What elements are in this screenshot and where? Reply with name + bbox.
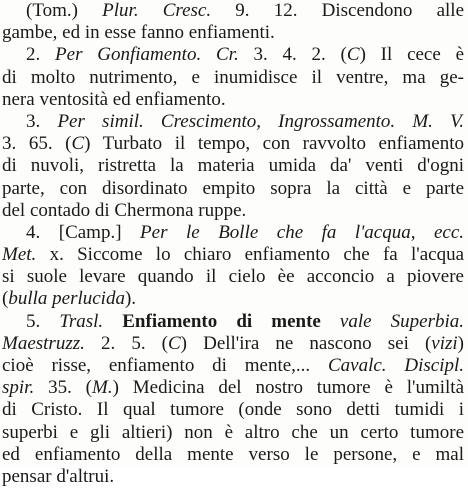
text-line — [2, 200, 464, 222]
text-segment: ) Dell'ira ne nascono sei ( — [180, 332, 432, 354]
text-segment: Trasl. — [59, 310, 104, 332]
text-segment: superbi e gli altieri) non è altro che un certo tumore — [2, 421, 464, 443]
text-segment: di Cristo. Il qual tumore (onde sono detti tumidi i — [2, 399, 464, 421]
text-segment: Cavalc. Discipl. — [327, 355, 464, 376]
text-segment: ) — [457, 332, 464, 354]
text-segment: ). — [124, 288, 137, 310]
text-segment: gambe, ed in esse fanno enfiamenti. — [2, 22, 275, 44]
text-segment: 3. — [26, 110, 58, 132]
text-line — [2, 111, 464, 133]
text-segment: 4. [Camp.] — [26, 221, 141, 243]
text-segment: di molto nutrimento, e inumidisce il ventre, ma ge- — [2, 66, 464, 88]
text-segment: Per simil. Crescimento, Ingrossamento. M. V. — [57, 110, 464, 132]
text-line — [2, 222, 464, 244]
text-line — [2, 178, 464, 200]
text-segment: 9. 12. Discendono alle — [211, 0, 464, 21]
text-segment: ed enfiamento della mente verso le persone, e mal — [2, 443, 464, 465]
text-segment: del contado di Chermona ruppe. — [2, 199, 247, 221]
text-segment: vizi — [431, 332, 458, 354]
text-segment: (Tom.) — [26, 0, 103, 21]
text-segment: x. Siccome lo chiaro enfiamento che fa l'acqua — [36, 244, 464, 266]
text-segment: vale Superbia. — [339, 310, 464, 332]
text-line — [2, 22, 464, 44]
text-segment: 3. 4. 2. ( — [238, 44, 347, 66]
text-segment: Plur. Cresc. — [102, 0, 212, 21]
text-line — [2, 355, 464, 377]
text-segment: cioè risse, enfiamento di mente,... — [2, 355, 328, 376]
text-line — [2, 133, 464, 155]
text-line — [2, 67, 464, 89]
text-segment: 2. 5. ( — [84, 332, 168, 354]
text-line — [2, 333, 464, 355]
text-line — [2, 377, 464, 399]
text-line — [2, 44, 464, 66]
text-line — [2, 89, 464, 111]
text-segment: ) Medicina del nostro tumore è l'umiltà — [112, 377, 464, 399]
text-segment: 35. ( — [34, 377, 93, 399]
text-segment: si suole levare quando il cielo èe acconcio a piovere — [2, 266, 464, 288]
dictionary-entry-text — [2, 0, 464, 488]
text-segment: Enfiamento di mente — [103, 310, 340, 332]
text-segment: pensar d'altrui. — [2, 465, 115, 487]
text-line — [2, 0, 464, 22]
text-segment: 3. 65. ( — [2, 133, 72, 155]
text-segment: C — [167, 332, 181, 354]
text-line — [2, 466, 464, 488]
text-segment: 2. — [26, 44, 56, 66]
text-segment: nera ventosità ed enfiamento. — [2, 88, 226, 110]
text-line — [2, 288, 464, 310]
text-segment: bulla perlucida — [8, 288, 125, 310]
text-segment: C — [346, 44, 360, 66]
text-segment: Met. — [2, 244, 37, 266]
text-segment: Maestruzz. — [2, 332, 85, 354]
text-segment: ( — [2, 288, 9, 310]
text-line — [2, 422, 464, 444]
text-segment: Per le Bolle che fa l'acqua, ecc. — [140, 221, 464, 243]
text-line — [2, 444, 464, 466]
text-segment: ) Il cece è — [359, 44, 464, 66]
text-segment: C — [71, 133, 85, 155]
text-line — [2, 266, 464, 288]
text-segment: parte, con disordinato empito sopra la città e parte — [2, 177, 464, 199]
text-line — [2, 311, 464, 333]
text-segment: ) Turbato il tempo, con ravvolto enfiamento — [84, 133, 464, 155]
text-segment: spir. — [2, 377, 35, 399]
text-line — [2, 155, 464, 177]
text-line — [2, 399, 464, 421]
text-segment: Per Gonfiamento. Cr. — [55, 44, 239, 66]
text-line — [2, 244, 464, 266]
text-segment: 5. — [26, 310, 60, 332]
text-segment: M. — [92, 377, 113, 399]
text-segment: di nuvoli, ristretta la materia umida da' venti d'ogni — [2, 155, 464, 177]
